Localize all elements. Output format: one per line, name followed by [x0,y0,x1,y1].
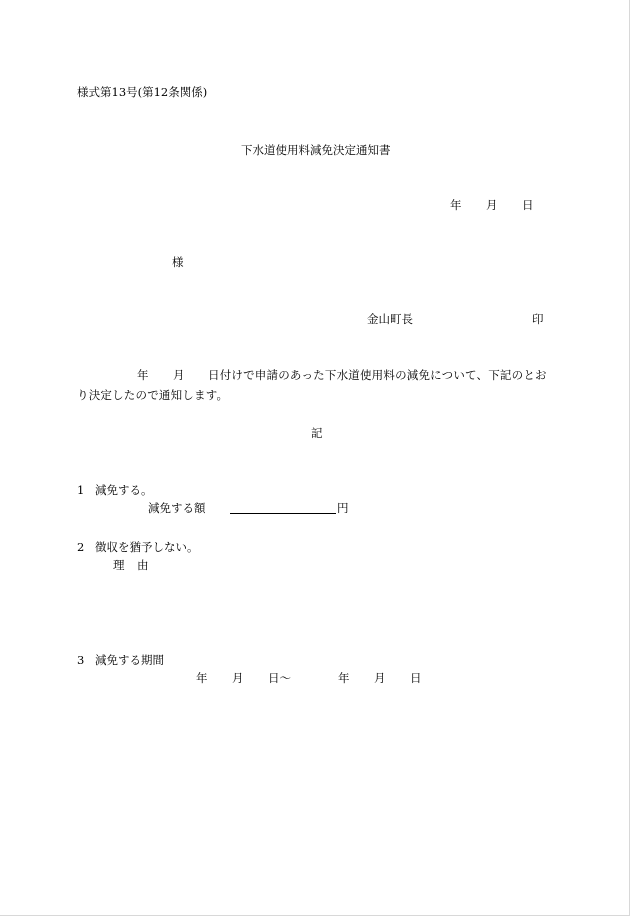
item-1-heading: 減免する。 [95,483,153,497]
item-2-number: 2 [77,540,85,554]
period-to-year: 年 [338,671,350,685]
period-from-month: 月 [232,671,244,685]
amount-label: 減免する額 [148,501,206,515]
period-to-day: 日 [410,671,422,685]
reason-label-b: 由 [137,558,149,572]
item-1-number: 1 [77,483,85,497]
reason-label-a: 理 [113,558,125,572]
ki-label: 記 [311,426,323,440]
document-title: 下水道使用料減免決定通知書 [241,143,391,157]
seal-mark: 印 [532,312,544,326]
period-to-month: 月 [374,671,386,685]
amount-blank-line [230,513,336,514]
date-month: 月 [486,198,498,212]
item-3-number: 3 [77,653,85,667]
body-text: 日付けで申請のあった下水道使用料の減免について、下記のとおり決定したので通知します。 [77,368,547,402]
period-from-year: 年 [196,671,208,685]
period-from-day: 日〜 [268,671,291,685]
date-year: 年 [450,198,462,212]
date-day: 日 [522,198,534,212]
addressee-suffix: 様 [172,255,184,269]
body-month: 月 [173,368,185,382]
issuer-name: 金山町長 [367,312,413,326]
item-3-heading: 減免する期間 [95,653,164,667]
item-2-heading: 徴収を猶予しない。 [95,540,199,554]
amount-unit: 円 [337,501,349,515]
form-id: 様式第13号(第12条関係) [77,85,208,99]
body-year: 年 [137,368,149,382]
